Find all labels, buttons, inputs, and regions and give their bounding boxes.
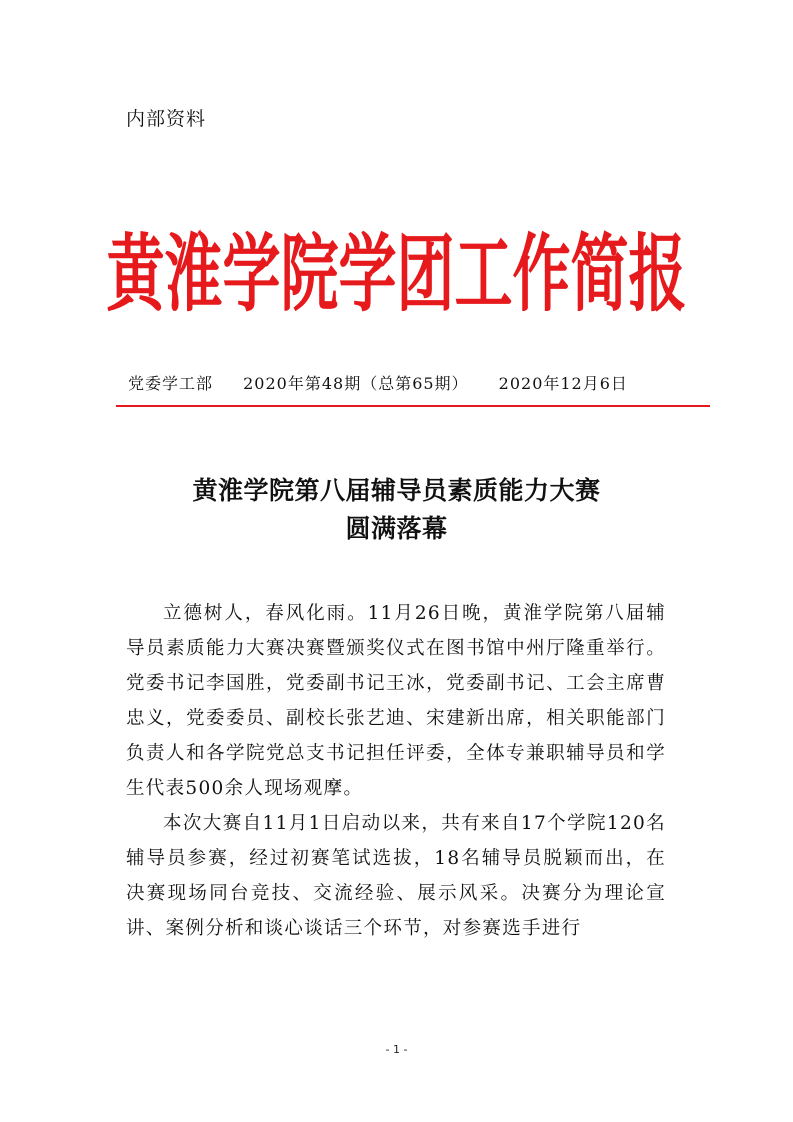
newsletter-masthead: 黄淮学院学团工作简报 xyxy=(106,224,687,324)
internal-document-label: 内部资料 xyxy=(126,108,207,130)
issue-info-line xyxy=(128,371,628,394)
department-name: 党委学工部 xyxy=(128,374,214,393)
issue-date: 2020年12月6日 xyxy=(498,374,628,393)
article-title-line-2: 圆满落幕 xyxy=(345,514,448,543)
article-paragraph-1: 立德树人，春风化雨。11月26日晚，黄淮学院第八届辅导员素质能力大赛决赛暨颁奖仪式在图书馆中州厅隆重举行。党委书记李国胜，党委副书记王冰，党委副书记、工会主席曹忠义，党委委员、副校长张艺迪、宋建新出席，相关职能部门负责人和各学院党总支书记担任评委，全体专兼职辅导员和学生代表500余人现场观摩。 xyxy=(126,603,666,799)
issue-number: 2020年第48期（总第65期） xyxy=(243,374,469,393)
article-title xyxy=(0,472,793,548)
article-title-line-1: 黄淮学院第八届辅导员素质能力大赛 xyxy=(192,476,601,505)
header-divider xyxy=(116,405,710,407)
page-number: - 1 - xyxy=(385,1043,408,1056)
article-body xyxy=(126,596,666,946)
article-paragraph-2: 本次大赛自11月1日启动以来，共有来自17个学院120名辅导员参赛，经过初赛笔试选拔，18名辅导员脱颖而出，在决赛现场同台竞技、交流经验、展示风采。决赛分为理论宣讲、案例分析和谈心谈话三个环节，对参赛选手进行 xyxy=(126,813,666,939)
